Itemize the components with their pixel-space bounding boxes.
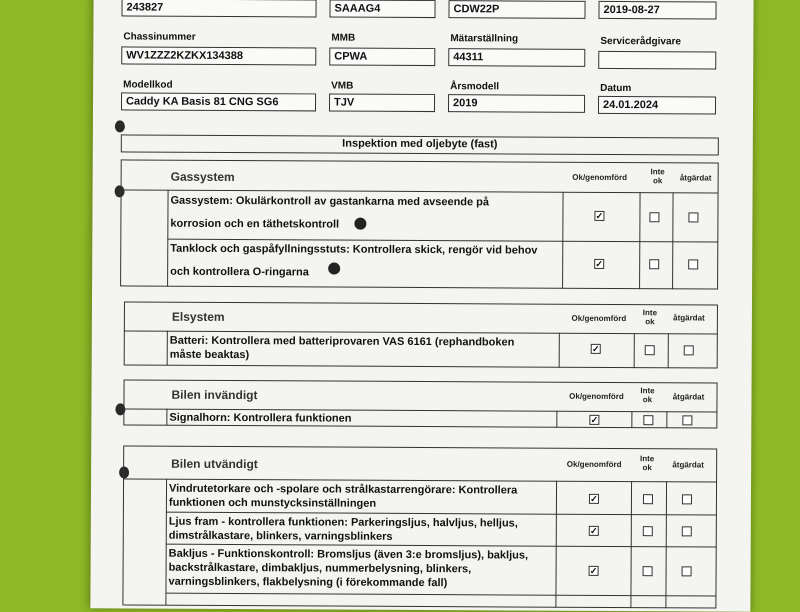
item-text: Ljus fram - kontrollera funktionen: Parkeringsljus, halvljus, helljus, dimstrålkastare, blinkers, varningsblinkers (168, 515, 518, 543)
column-header-fixed: åtgärdat (679, 173, 712, 183)
section-title-bilen-utvandigt: Bilen utvändigt (171, 456, 258, 472)
column-header-not-ok: Inte ok (640, 454, 655, 473)
date-field-2: 24.01.2024 (598, 96, 716, 115)
section-title-elsystem: Elsystem (171, 309, 225, 324)
column-line (668, 333, 669, 368)
column-header-not-ok: Inte ok (642, 308, 658, 327)
checkbox-fixed[interactable] (688, 259, 698, 269)
checkbox-not-ok[interactable] (643, 566, 653, 576)
plate-field: CDW22P (448, 0, 585, 19)
column-line (666, 411, 667, 428)
section-title-gassystem: Gassystem (170, 169, 235, 185)
checkbox-fixed[interactable] (682, 566, 692, 576)
checkbox-not-ok[interactable] (643, 415, 653, 425)
column-line (631, 411, 632, 428)
column-header-not-ok: Inte ok (640, 386, 655, 405)
item-text: Bakljus - Funktionskontroll: Bromsljus (även 3:e bromsljus), bakljus, backstrålkastare, dimbakljus, nummerbelysning, blinkers, varningsblinkers, flakbelysning (i förekommande fall) (168, 547, 529, 590)
checkbox-fixed[interactable] (682, 494, 692, 504)
checkbox-done[interactable]: ✓ (590, 493, 598, 504)
order-number-field: 243827 (121, 0, 316, 17)
model-code-field: Caddy KA Basis 81 CNG SG6 (121, 92, 316, 111)
inspection-sheet (90, 0, 753, 612)
ink-dot (328, 263, 340, 275)
item-text: Signalhorn: Kontrollera funktionen (169, 411, 352, 425)
checkbox-done[interactable]: ✓ (589, 525, 598, 536)
model-code-label: Modellkod (123, 79, 173, 91)
checkbox-done[interactable]: ✓ (589, 565, 598, 576)
checkbox-not-ok[interactable] (649, 259, 659, 269)
punch-hole (115, 120, 125, 132)
meter-field: 44311 (448, 48, 585, 67)
checkbox-fixed[interactable] (682, 526, 692, 536)
item-text: Vindrutetorkare och -spolare och strålkastarrengörare: Kontrollera funktionen och munstycksinställningen (168, 482, 518, 510)
item-text: Gassystem: Okulärkontroll av gastankarna med avseende på korrosion och en täthetskontroll (170, 194, 490, 231)
vmb-label: VMB (331, 80, 354, 92)
date-label: Datum (600, 82, 632, 95)
column-line (556, 411, 557, 428)
vmb-field: TJV (329, 94, 435, 113)
model-year-field: 2019 (448, 94, 585, 113)
chassis-label: Chassinummer (123, 31, 196, 43)
item-text: Batteri: Kontrollera med batteriprovaren VAS 6161 (rephandboken måste beaktas) (169, 334, 515, 362)
advisor-label: Servicerådgivare (600, 35, 682, 48)
column-line (634, 333, 635, 368)
column-header-fixed: åtgärdat (673, 313, 705, 323)
checkbox-not-ok[interactable] (645, 345, 655, 355)
advisor-field (598, 51, 716, 70)
column-header-done: Ok/genomförd (566, 459, 622, 470)
column-header-done: Ok/genomförd (569, 391, 624, 402)
ink-dot (354, 218, 366, 230)
column-line (167, 331, 168, 366)
column-header-done: Ok/genomförd (571, 313, 627, 324)
checkbox-done[interactable]: ✓ (595, 258, 603, 269)
mmb-field: CPWA (329, 48, 435, 67)
column-header-done: Ok/genomförd (572, 172, 627, 183)
section-title-bilen-invandigt: Bilen invändigt (171, 387, 258, 403)
column-header-fixed: åtgärdat (672, 392, 705, 402)
code-field: SAAAG4 (329, 0, 435, 18)
inspection-title: Inspektion med oljebyte (fast) (342, 137, 498, 151)
checkbox-done[interactable]: ✓ (591, 343, 600, 354)
checkbox-not-ok[interactable] (643, 494, 653, 504)
date-field-1: 2019-08-27 (598, 1, 716, 20)
column-header-not-ok: Inte ok (650, 167, 665, 186)
checkbox-fixed[interactable] (682, 415, 692, 425)
item-text: Tanklock och gaspåfyllningsstuts: Kontrollera skick, rengör vid behov och kontrollera O-ringarna (170, 242, 538, 279)
checkbox-not-ok[interactable] (643, 526, 653, 536)
column-header-fixed: åtgärdat (672, 460, 704, 470)
checkbox-done[interactable]: ✓ (595, 210, 604, 221)
meter-label: Mätarställning (450, 33, 519, 45)
chassis-field: WV1ZZZ2KZKX134388 (121, 46, 316, 65)
checkbox-fixed[interactable] (684, 345, 694, 355)
checkbox-fixed[interactable] (688, 212, 698, 222)
model-year-label: Årsmodell (450, 81, 500, 93)
checkbox-not-ok[interactable] (649, 212, 659, 222)
checkbox-done[interactable]: ✓ (590, 414, 599, 425)
mmb-label: MMB (331, 32, 356, 44)
column-line (559, 333, 560, 368)
column-line (166, 409, 167, 426)
